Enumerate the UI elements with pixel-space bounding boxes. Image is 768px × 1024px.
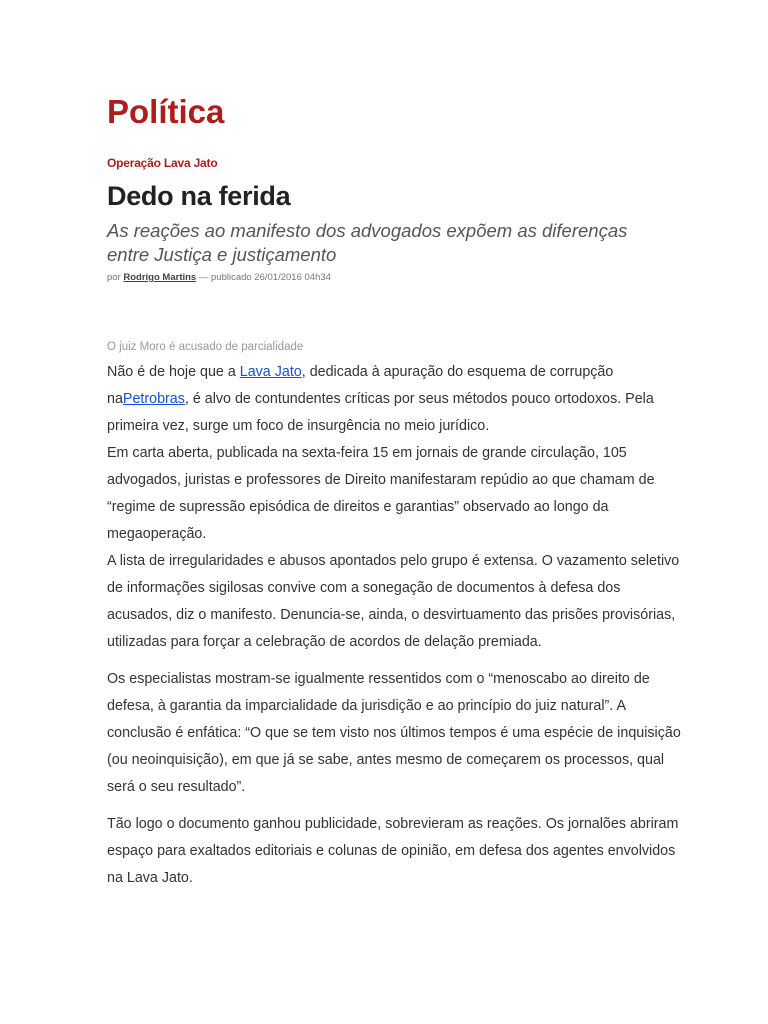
author-link[interactable]: Rodrigo Martins — [123, 272, 197, 283]
lava-jato-link[interactable]: Lava Jato — [239, 364, 302, 380]
paragraph-1-text-b: , dedicada à apuração do esquema de corrupção na — [107, 364, 614, 407]
paragraph-2: Em carta aberta, publicada na sexta-feira 15 em jornais de grande circulação, 105 advogados, juristas e professores de Direito manifestaram repúdio ao que chamam de “regime de supressão episódica de direitos e garantias” observado ao longo da megaoperação. — [107, 445, 655, 542]
article-byline — [107, 271, 331, 285]
section-title: Política — [107, 93, 225, 130]
paragraph-1 — [107, 359, 687, 440]
paragraph-3: A lista de irregularidades e abusos apontados pelo grupo é extensa. O vazamento seletivo de informações sigilosas convive com a sonegação de documentos à defesa dos acusados, diz o manifesto. Denuncia-se, ainda, o desvirtuamento das prisões provisórias, utilizadas para forçar a celebração de acordos de delação premiada. — [107, 553, 680, 650]
article-kicker[interactable]: Operação Lava Jato — [107, 156, 218, 170]
article-body — [107, 359, 687, 892]
petrobras-link[interactable]: Petrobras — [122, 391, 185, 407]
paragraph-5: Tão logo o documento ganhou publicidade, sobrevieram as reações. Os jornalões abriram espaço para exaltados editoriais e colunas de opinião, em defesa dos agentes envolvidos na Lava Jato. — [107, 816, 679, 886]
image-caption: O juiz Moro é acusado de parcialidade — [107, 341, 304, 353]
paragraph-4: Os especialistas mostram-se igualmente ressentidos com o “menoscabo ao direito de defesa, à garantia da imparcialidade da jurisdição e ao princípio do juiz natural”. A conclusão é enfática: “O que se tem visto nos últimos tempos é uma espécie de inquisição (ou neoinquisição), em que já se sabe, antes mesmo de começarem os processos, qual será o seu resultado”. — [107, 671, 681, 795]
article-headline: Dedo na ferida — [107, 181, 291, 211]
paragraph-1-text-a: Não é de hoje que a — [107, 364, 240, 380]
byline-published: — publicado 26/01/2016 04h34 — [198, 272, 331, 283]
paragraph-1-text-c: , é alvo de contundentes críticas por seus métodos pouco ortodoxos. Pela primeira vez, surge um foco de insurgência no meio jurídico. — [107, 391, 654, 434]
article-subhead: As reações ao manifesto dos advogados expõem as diferenças entre Justiça e justiçamento — [107, 220, 628, 265]
byline-prefix: por — [107, 272, 121, 283]
